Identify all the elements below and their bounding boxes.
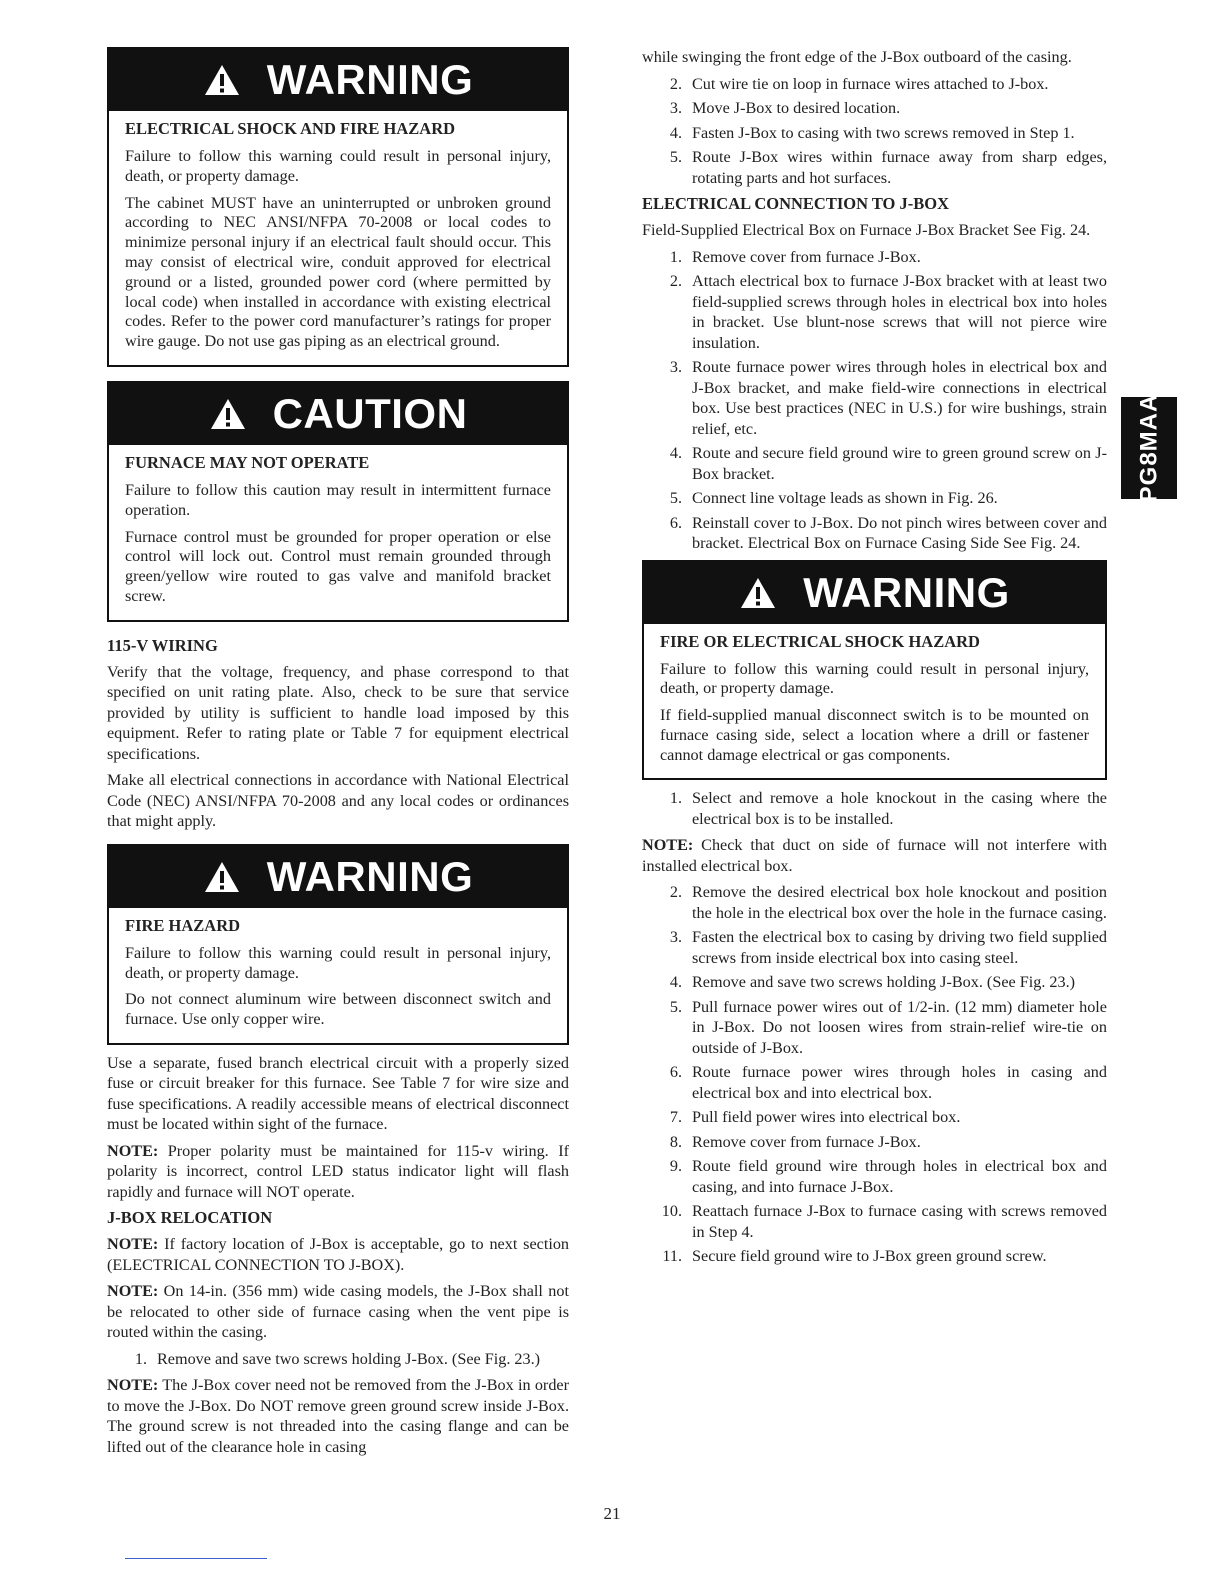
- step-text: Fasten the electrical box to casing by driving two field supplied screws from inside electrical box into casing steel.: [692, 928, 1107, 967]
- step-number: 5.: [669, 148, 682, 166]
- left-column: [107, 47, 569, 1463]
- list-item: [642, 74, 1107, 95]
- step-number: 4.: [669, 123, 682, 142]
- step-text: Cut wire tie on loop in furnace wires attached to J-box.: [692, 74, 1049, 93]
- caution-box-furnace: [107, 381, 569, 622]
- warning-box-fire-electrical-shock: [642, 560, 1107, 781]
- step-number: 3.: [669, 99, 682, 117]
- warning-title: ELECTRICAL SHOCK AND FIRE HAZARD: [125, 119, 456, 138]
- caution-signal-word: CAUTION: [272, 389, 468, 437]
- warning-header: [109, 49, 567, 111]
- list-item: [642, 972, 1107, 993]
- paragraph: Make all electrical connections in accordance with National Electrical Code (NEC) ANSI/NFPA 70-2008 and any local codes or ordinances that might apply.: [107, 771, 569, 831]
- warning-title: FIRE HAZARD: [125, 915, 241, 935]
- list-item: [642, 997, 1107, 1059]
- model-tab-label: PG8MAA: [1135, 393, 1162, 503]
- warning-text: If field-supplied manual disconnect switch is to be mounted on furnace casing side, select a location where a drill or fastener cannot damage electrical or gas components.: [660, 706, 1089, 764]
- step-text: Route furnace power wires through holes in casing and electrical box and into electrical box.: [692, 1063, 1107, 1102]
- note-label: NOTE:: [107, 1282, 159, 1301]
- step-text: Route J-Box wires within furnace away from sharp edges, rotating parts and hot surfaces.: [692, 148, 1107, 187]
- section-heading-electrical-connection: ELECTRICAL CONNECTION TO J-BOX: [642, 194, 949, 213]
- step-number: 5.: [669, 489, 682, 507]
- step-text: Route furnace power wires through holes in electrical box and J-Box bracket, and make field-wire connections in electrical box. Use best practices (NEC in U.S.) for wire bushings, strain relief, etc.: [692, 358, 1107, 438]
- note-14in: [107, 1281, 569, 1343]
- warning-text: Do not connect aluminum wire between disconnect switch and furnace. Use only copper wire.: [125, 990, 551, 1029]
- warning-text: Failure to follow this warning could result in personal injury, death, or property damage.: [125, 943, 551, 982]
- step-text: Pull furnace power wires out of 1/2-in. (12 mm) diameter hole in J-Box. Do not loosen wires from strain-relief wire-tie on outside of J-Box.: [692, 997, 1107, 1057]
- note-text: Proper polarity must be maintained for 115-v wiring. If polarity is incorrect, control LED status indicator light will flash rapidly and furnace will NOT operate.: [107, 1141, 569, 1201]
- note-label: NOTE:: [107, 1141, 159, 1160]
- list-item: [642, 123, 1107, 144]
- step-number: 8.: [669, 1132, 682, 1151]
- note-cover: [107, 1375, 569, 1457]
- step-number: 2.: [669, 883, 682, 902]
- section-heading-jbox-relocation: J-BOX RELOCATION: [107, 1208, 273, 1228]
- step-number: 7.: [669, 1108, 682, 1127]
- list-item: [642, 788, 1107, 829]
- warning-header: [109, 846, 567, 908]
- note-polarity: [107, 1141, 569, 1203]
- list-item: [642, 1062, 1107, 1103]
- step-number: 6.: [669, 1063, 682, 1082]
- list-item: [642, 357, 1107, 439]
- step-text: Move J-Box to desired location.: [692, 99, 901, 117]
- list-item: [642, 1201, 1107, 1242]
- note-text: The J-Box cover need not be removed from the J-Box in order to move the J-Box. Do NOT remove green ground screw inside J-Box. The ground screw is not threaded into the casing flange and can be lifted out of the clearance hole in casing: [107, 1376, 569, 1456]
- step-text: Remove and save two screws holding J-Box. (See Fig. 23.): [157, 1349, 541, 1368]
- caution-title: FURNACE MAY NOT OPERATE: [125, 452, 370, 472]
- step-number: 4.: [669, 973, 682, 992]
- step-text: Reattach furnace J-Box to furnace casing with screws removed in Step 4.: [692, 1202, 1107, 1241]
- footer-rule: [125, 1558, 267, 1559]
- list-item: [642, 513, 1107, 554]
- relocation-steps-continued: [642, 74, 1107, 189]
- step-text: Route field ground wire through holes in electrical box and casing, and into furnace J-Box.: [692, 1157, 1107, 1196]
- step-number: 9.: [669, 1157, 682, 1176]
- list-item: [107, 1349, 569, 1370]
- step-text: Pull field power wires into electrical box.: [692, 1108, 961, 1127]
- step-number: 1.: [134, 1349, 147, 1368]
- list-item: [642, 1107, 1107, 1128]
- step-number: 11.: [662, 1247, 682, 1266]
- step-number: 5.: [669, 997, 682, 1016]
- caution-text: Failure to follow this caution may result in intermittent furnace operation.: [125, 480, 551, 519]
- warning-signal-word: WARNING: [266, 56, 474, 103]
- step-text: Remove cover from furnace J-Box.: [692, 1132, 921, 1151]
- warning-box-fire-hazard: [107, 844, 569, 1045]
- paragraph: Verify that the voltage, frequency, and phase correspond to that specified on unit rating plate. Also, check to be sure that service provided by utility is sufficient to handle load imposed by this equipment. Refer to rating plate or Table 7 for equipment electrical specifications.: [107, 662, 569, 763]
- step-number: 10.: [661, 1202, 682, 1221]
- step-text: Fasten J-Box to casing with two screws removed in Step 1.: [692, 123, 1075, 142]
- step-number: 2.: [669, 272, 682, 290]
- warning-triangle-icon: [739, 576, 777, 610]
- paragraph: while swinging the front edge of the J-Box outboard of the casing.: [642, 48, 1072, 66]
- step-number: 6.: [669, 513, 682, 532]
- step-number: 3.: [669, 358, 682, 376]
- list-item: [642, 98, 1107, 119]
- warning-text: Failure to follow this warning could result in personal injury, death, or property damage.: [660, 659, 1089, 698]
- list-item: [642, 882, 1107, 923]
- step-text: Select and remove a hole knockout in the casing where the electrical box is to be installed.: [692, 789, 1107, 828]
- list-item: [642, 247, 1107, 268]
- list-item: [642, 927, 1107, 968]
- warning-text: The cabinet MUST have an uninterrupted or unbroken ground according to NEC ANSI/NFPA 70-2008 or local codes to minimize personal injury if an electrical fault should occur. This may consist of electrical wire, conduit approved for electrical ground or a listed, grounded power cord (where permitted by local code) when installed in accordance with existing electrical codes. Refer to the power cord manufacturer’s ratings for proper wire gauge. Do not use gas piping as an electrical ground.: [125, 193, 551, 351]
- list-item: [642, 147, 1107, 188]
- warning-signal-word: WARNING: [803, 568, 1010, 616]
- warning-triangle-icon: [209, 397, 247, 431]
- warning-header: [644, 562, 1105, 624]
- warning-signal-word: WARNING: [266, 852, 474, 900]
- note-text: If factory location of J-Box is acceptable, go to next section (ELECTRICAL CONNECTION TO J-BOX).: [107, 1235, 570, 1274]
- page-number: 21: [603, 1504, 621, 1523]
- list-item: [642, 1156, 1107, 1197]
- note-duct: [642, 835, 1107, 876]
- note-label: NOTE:: [642, 836, 694, 855]
- step-text: Remove the desired electrical box hole knockout and position the hole in the electrical box over the hole in the furnace casing.: [692, 883, 1107, 922]
- note-text: On 14-in. (356 mm) wide casing models, the J-Box shall not be relocated to other side of furnace casing when the vent pipe is routed within the casing.: [107, 1282, 569, 1342]
- list-item: [642, 1132, 1107, 1153]
- caution-header: [109, 383, 567, 445]
- note-label: NOTE:: [107, 1376, 159, 1395]
- right-column: [642, 47, 1107, 1273]
- caution-text: Furnace control must be grounded for proper operation or else control will lock out. Control must remain grounded through green/yellow wire routed to gas valve and manifold bracket screw.: [125, 527, 551, 605]
- relocation-steps: [107, 1349, 569, 1370]
- note-text: Check that duct on side of furnace will not interfere with installed electrical box.: [642, 836, 1108, 875]
- warning-triangle-icon: [203, 63, 241, 97]
- warning-title: FIRE OR ELECTRICAL SHOCK HAZARD: [660, 631, 980, 651]
- side-mount-steps-continued: [642, 882, 1107, 1267]
- step-number: 1.: [669, 247, 682, 266]
- note-factory: [107, 1234, 569, 1275]
- step-text: Route and secure field ground wire to green ground screw on J-Box bracket.: [692, 444, 1107, 483]
- step-text: Remove cover from furnace J-Box.: [692, 247, 921, 266]
- side-mount-steps: [642, 788, 1107, 829]
- list-item: [642, 271, 1107, 353]
- connection-steps: [642, 247, 1107, 554]
- warning-box-electrical-shock: [107, 47, 569, 367]
- note-label: NOTE:: [107, 1235, 159, 1254]
- warning-triangle-icon: [203, 860, 241, 894]
- list-item: [642, 443, 1107, 484]
- model-side-tab: [1121, 393, 1177, 503]
- step-text: Remove and save two screws holding J-Box. (See Fig. 23.): [692, 973, 1076, 992]
- step-text: Secure field ground wire to J-Box green ground screw.: [692, 1247, 1047, 1266]
- step-number: 2.: [669, 74, 682, 93]
- warning-text: Failure to follow this warning could result in personal injury, death, or property damage.: [125, 147, 551, 185]
- list-item: [642, 1246, 1107, 1267]
- paragraph: Field-Supplied Electrical Box on Furnace J-Box Bracket See Fig. 24.: [642, 221, 1091, 239]
- step-number: 1.: [669, 789, 682, 808]
- list-item: [642, 488, 1107, 509]
- step-text: Attach electrical box to furnace J-Box bracket with at least two field-supplied screws through holes in electrical box into holes in bracket. Use blunt-nose screws that will not pierce wire insulation.: [692, 272, 1107, 352]
- step-number: 4.: [669, 444, 682, 462]
- paragraph: Use a separate, fused branch electrical circuit with a properly sized fuse or circuit breaker for this furnace. See Table 7 for wire size and fuse specifications. A readily accessible means of electrical disconnect must be located within sight of the furnace.: [107, 1053, 569, 1134]
- step-text: Reinstall cover to J-Box. Do not pinch wires between cover and bracket. Electrical Box on Furnace Casing Side See Fig. 24.: [692, 513, 1107, 552]
- step-number: 3.: [669, 928, 682, 947]
- section-heading-115v-wiring: 115-V WIRING: [107, 635, 218, 655]
- step-text: Connect line voltage leads as shown in Fig. 26.: [692, 489, 998, 507]
